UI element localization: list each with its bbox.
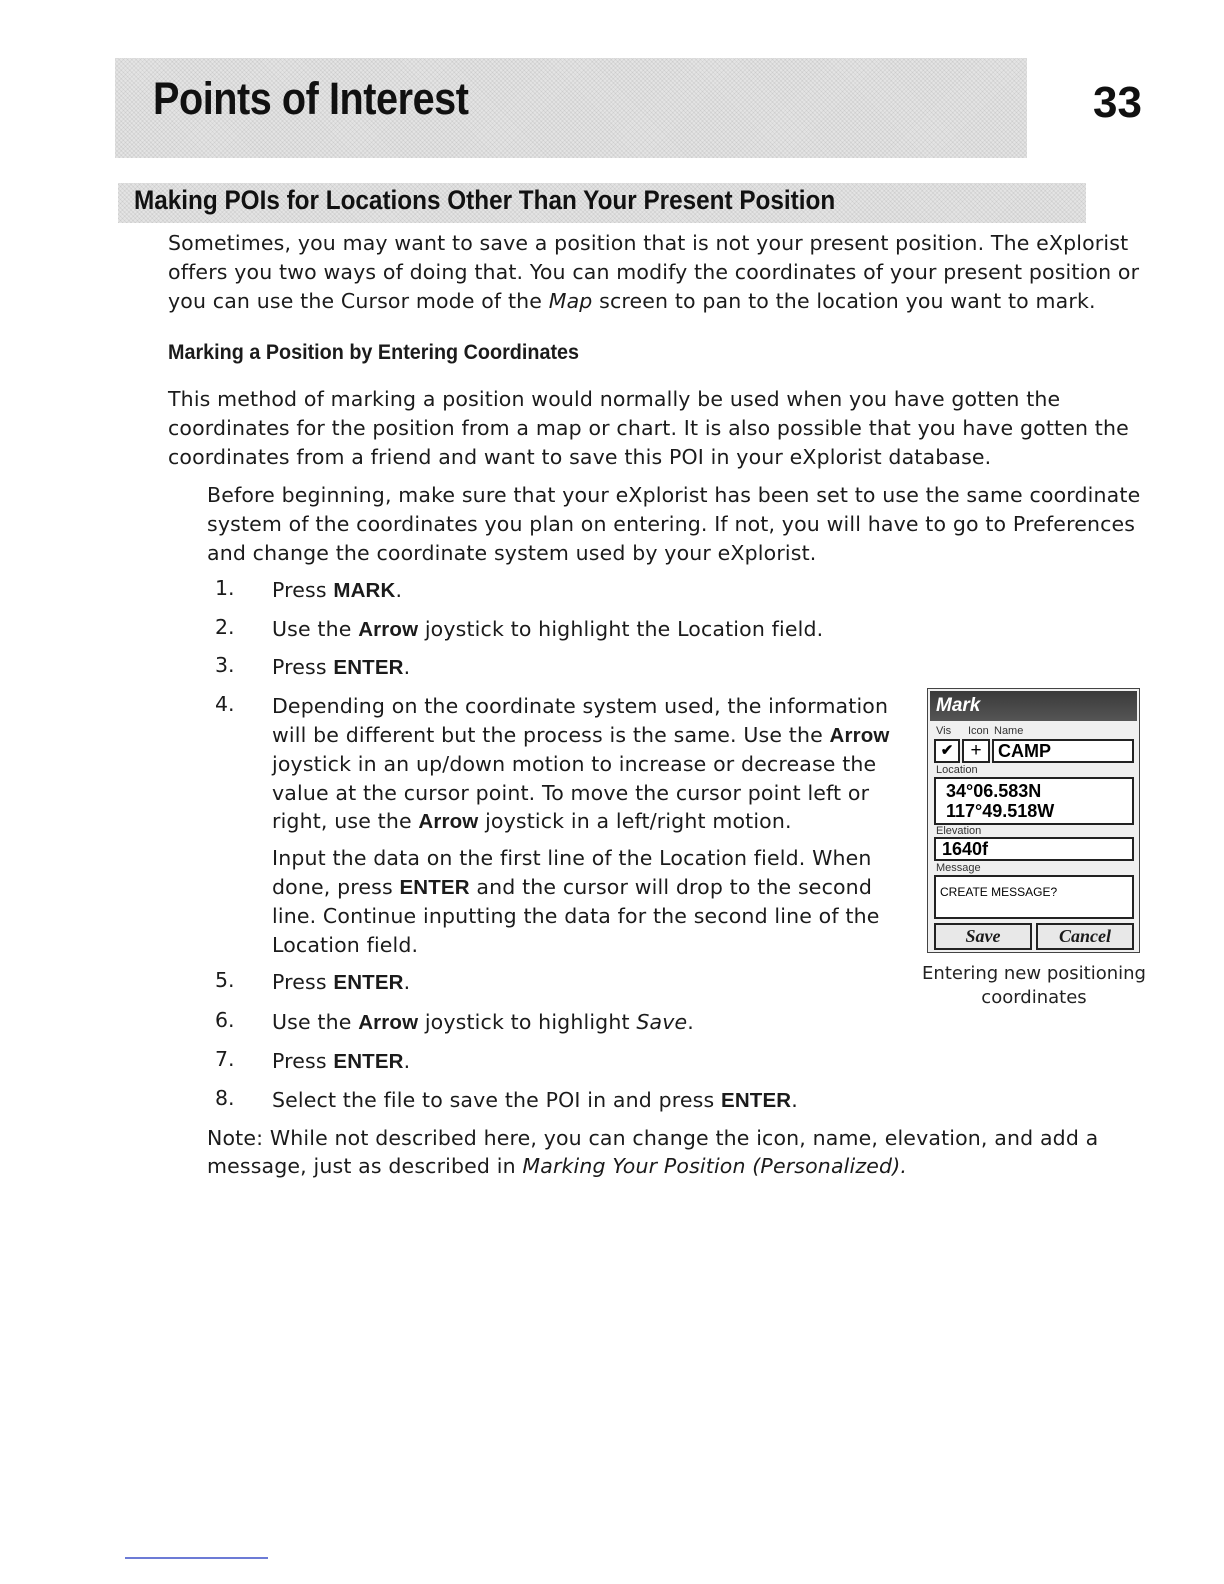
footer-rule — [125, 1557, 268, 1559]
step-text — [272, 692, 910, 837]
step-number: 6. — [215, 1008, 235, 1032]
emphasized-text: Map — [548, 289, 593, 313]
text-run: Use the — [272, 617, 359, 641]
step-text — [272, 576, 872, 606]
text-run: Depending on the coordinate system used, the information will be different but the process is the same. Use the — [272, 694, 889, 747]
step-number: 4. — [215, 692, 235, 716]
text-run: joystick to highlight — [418, 1010, 637, 1034]
step-text — [272, 615, 912, 645]
command-keyword: Arrow — [418, 810, 479, 833]
command-keyword: Arrow — [829, 723, 890, 747]
location-label: Location — [936, 764, 978, 776]
emphasized-text: Save — [636, 1010, 688, 1034]
step-number: 8. — [215, 1086, 235, 1110]
figure-caption: Entering new positioning coordinates — [922, 963, 1146, 1008]
elevation-field[interactable]: 1640f — [934, 837, 1134, 861]
message-label: Message — [936, 862, 981, 874]
text-run: Before beginning, make sure that your eXplorist has been set to use the same coordinate system of the coordinates you plan on entering. If not, you will have to go to Preferences and change the coordinate system used by your eXplorist. — [207, 483, 1141, 565]
text-run: screen to pan to the location you want to mark. — [592, 289, 1096, 313]
subsection-title: Marking a Position by Entering Coordinates — [168, 340, 580, 364]
step-number: 7. — [215, 1047, 235, 1071]
command-keyword: ENTER — [333, 971, 404, 994]
text-run: Press — [272, 1049, 334, 1073]
text-run: Sometimes, you may want to save a position that is not your present position. The eXplorist offers you two ways of doing that. You can modify the coordinates of your present position or you can use the Cursor mode of the — [168, 231, 1140, 313]
text-run: This method of marking a position would normally be used when you have gotten the coordinates for the position from a map or chart. It is also possible that you have gotten the coordinates from a friend and want to save this POI in your eXplorist database. — [168, 387, 1129, 469]
command-keyword: Arrow — [358, 618, 419, 641]
longitude-value: 117°49.518W — [946, 801, 1055, 821]
step-number: 3. — [215, 653, 235, 677]
page-number: 33 — [1093, 78, 1142, 127]
poi-icon-selector[interactable]: + — [962, 739, 990, 763]
text-run: Press — [272, 655, 334, 679]
text-run: Select the file to save the POI in and press — [272, 1088, 721, 1112]
step-text — [272, 653, 872, 683]
prerequisite-paragraph — [207, 481, 1157, 568]
text-run: and the cursor will drop to the second line. Continue inputting the data for the second line of the Location field. — [272, 874, 880, 957]
step-continuation-text — [272, 844, 902, 959]
step-text — [272, 1047, 872, 1077]
text-run: Press — [272, 970, 334, 994]
note-paragraph — [207, 1124, 1147, 1180]
text-run: . — [791, 1088, 798, 1112]
text-run: . — [403, 655, 411, 679]
name-field[interactable]: CAMP — [992, 739, 1134, 763]
text-run: Use the — [272, 1010, 359, 1034]
name-label: Name — [994, 725, 1024, 737]
text-run: joystick in an up/down motion to increase or decrease the value at the cursor point. To move the cursor point left or right, use the — [272, 752, 877, 833]
message-field[interactable]: CREATE MESSAGE? — [934, 875, 1134, 919]
text-run: Note: While not described here, you can change the icon, name, elevation, and add a message, just as described in — [207, 1126, 1099, 1178]
icon-label: Icon — [968, 725, 989, 737]
mark-screen-figure — [927, 688, 1140, 953]
command-keyword: MARK — [333, 579, 396, 602]
command-keyword: ENTER — [333, 656, 404, 679]
step-text — [272, 968, 872, 998]
text-run: joystick to highlight the Location field. — [418, 617, 824, 641]
text-run: Press — [272, 578, 334, 602]
location-field[interactable] — [934, 777, 1134, 825]
intro-paragraph — [168, 229, 1158, 316]
text-run: Input the data on the first line of the Location field. When done, press — [272, 846, 872, 899]
method-paragraph — [168, 385, 1158, 472]
latitude-value: 34°06.583N — [946, 781, 1042, 801]
command-keyword: Arrow — [358, 1011, 419, 1034]
command-keyword: ENTER — [721, 1089, 792, 1112]
elevation-label: Elevation — [936, 825, 982, 837]
command-keyword: ENTER — [399, 875, 470, 899]
screen-title: Mark — [930, 691, 1137, 721]
visibility-checkbox[interactable]: ✔ — [934, 739, 960, 763]
text-run: . — [403, 970, 411, 994]
chapter-title: Points of Interest — [153, 73, 469, 124]
save-button[interactable]: Save — [934, 923, 1032, 950]
text-run: joystick in a left/right motion. — [478, 809, 792, 833]
emphasized-text: Marking Your Position (Personalized). — [522, 1154, 908, 1178]
step-number: 1. — [215, 576, 235, 600]
text-run: . — [403, 1049, 411, 1073]
text-run: . — [687, 1010, 694, 1034]
step-text — [272, 1086, 972, 1116]
section-title: Making POIs for Locations Other Than Your Present Position — [134, 185, 836, 215]
cancel-button[interactable]: Cancel — [1036, 923, 1134, 950]
step-number: 5. — [215, 968, 235, 992]
step-number: 2. — [215, 615, 235, 639]
vis-label: Vis — [936, 725, 952, 737]
step-text — [272, 1008, 872, 1038]
text-run: . — [395, 578, 403, 602]
command-keyword: ENTER — [333, 1050, 404, 1073]
